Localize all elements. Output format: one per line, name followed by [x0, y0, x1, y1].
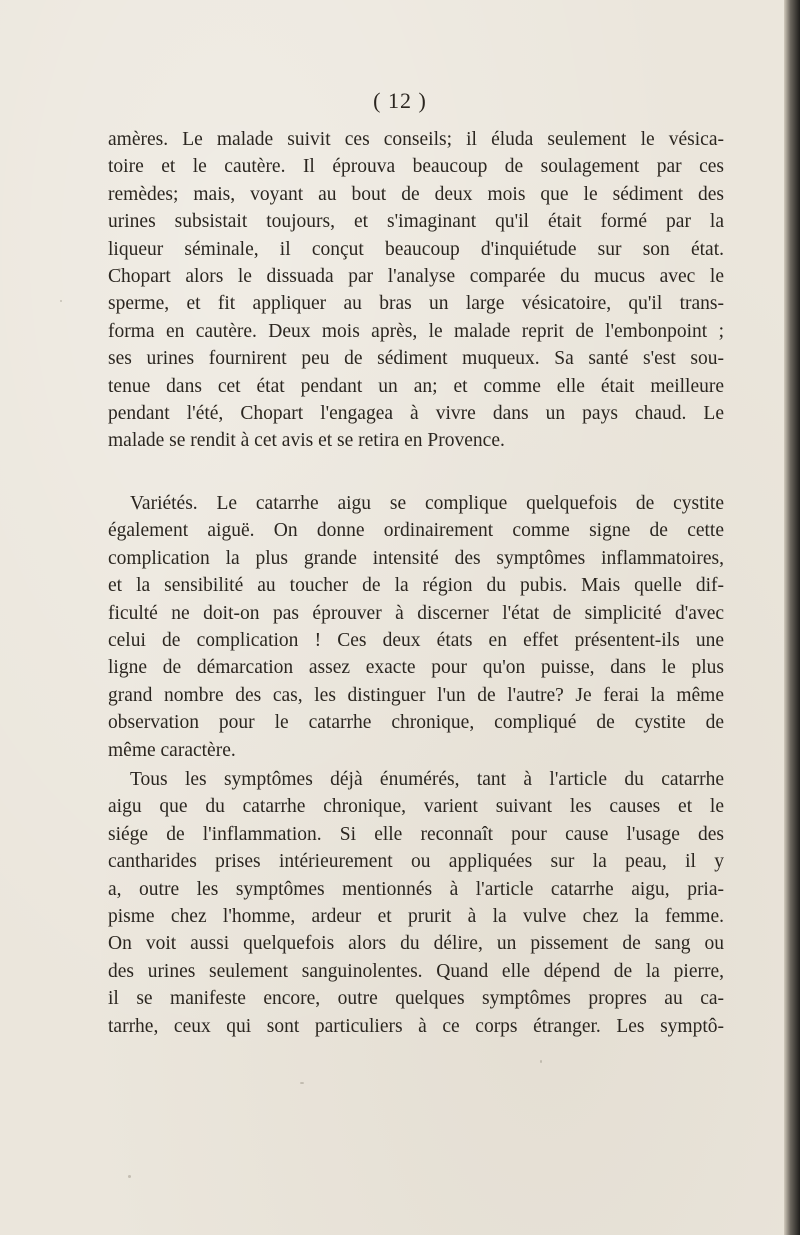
- text-line: tenue dans cet état pendant un an; et comme elle était meilleure: [108, 375, 724, 397]
- text-line: sperme, et fit appliquer au bras un large vésicatoire, qu'il trans-: [108, 293, 724, 315]
- text-line: remèdes; mais, voyant au bout de deux mois que le sédiment des: [108, 183, 724, 205]
- paper-speck: [540, 1060, 542, 1063]
- text-line: Chopart alors le dissuada par l'analyse comparée du mucus avec le: [108, 265, 724, 287]
- text-line: cantharides prises intérieurement ou appliquées sur la peau, il y: [108, 851, 724, 873]
- paragraph-2: [108, 490, 724, 764]
- paper-speck: [118, 268, 121, 271]
- text-line: siége de l'inflammation. Si elle reconnaît pour cause l'usage des: [108, 823, 724, 845]
- text-line: ficulté ne doit-on pas éprouver à discerner l'état de simplicité d'avec: [108, 602, 724, 624]
- text-line: ligne de démarcation assez exacte pour qu'on puisse, dans le plus: [108, 657, 724, 679]
- text-line: pisme chez l'homme, ardeur et prurit à la vulve chez la femme.: [108, 905, 724, 927]
- text-line: On voit aussi quelquefois alors du délire, un pissement de sang ou: [108, 933, 724, 955]
- text-line: pendant l'été, Chopart l'engagea à vivre dans un pays chaud. Le: [108, 402, 724, 424]
- paragraph-1: [108, 126, 724, 455]
- text-line: grand nombre des cas, les distinguer l'un de l'autre? Je ferai la même: [108, 684, 724, 706]
- text-line: des urines seulement sanguinolentes. Quand elle dépend de la pierre,: [108, 960, 724, 982]
- text-line: liqueur séminale, il conçut beaucoup d'inquiétude sur son état.: [108, 238, 724, 260]
- paper-speck: [60, 300, 62, 302]
- text-line: ses urines fournirent peu de sédiment muqueux. Sa santé s'est sou-: [108, 348, 724, 370]
- text-line: forma en cautère. Deux mois après, le malade reprit de l'embonpoint ;: [108, 320, 724, 342]
- text-line: amères. Le malade suivit ces conseils; il éluda seulement le vésica-: [108, 129, 724, 150]
- text-line: Variétés. Le catarrhe aigu se complique quelquefois de cystite: [130, 493, 724, 514]
- text-line: il se manifeste encore, outre quelques symptômes propres au ca-: [108, 988, 724, 1010]
- paper-speck: [128, 1175, 131, 1178]
- page-edge-shadow: [784, 0, 800, 1235]
- text-line: toire et le cautère. Il éprouva beaucoup de soulagement par ces: [108, 156, 724, 178]
- text-line: malade se rendit à cet avis et se retira en Provence.: [108, 430, 505, 452]
- text-line: urines subsistait toujours, et s'imaginant qu'il était formé par la: [108, 211, 724, 233]
- page-number: ( 12 ): [373, 88, 427, 113]
- paper-speck: [300, 1082, 304, 1084]
- paragraph-3: [108, 766, 724, 1040]
- text-line: même caractère.: [108, 739, 236, 761]
- text-line: également aiguë. On donne ordinairement comme signe de cette: [108, 520, 724, 542]
- text-line: complication la plus grande intensité des symptômes inflammatoires,: [108, 547, 724, 569]
- text-line: celui de complication ! Ces deux états en effet présentent-ils une: [108, 629, 724, 651]
- text-line: Tous les symptômes déjà énumérés, tant à l'article du catarrhe: [130, 769, 724, 790]
- text-line: aigu que du catarrhe chronique, varient suivant les causes et le: [108, 796, 724, 818]
- text-line: observation pour le catarrhe chronique, compliqué de cystite de: [108, 712, 724, 734]
- text-line: a, outre les symptômes mentionnés à l'article catarrhe aigu, pria-: [108, 878, 724, 900]
- text-line: et la sensibilité au toucher de la région du pubis. Mais quelle dif-: [108, 575, 724, 597]
- text-line: tarrhe, ceux qui sont particuliers à ce corps étranger. Les symptô-: [108, 1015, 724, 1037]
